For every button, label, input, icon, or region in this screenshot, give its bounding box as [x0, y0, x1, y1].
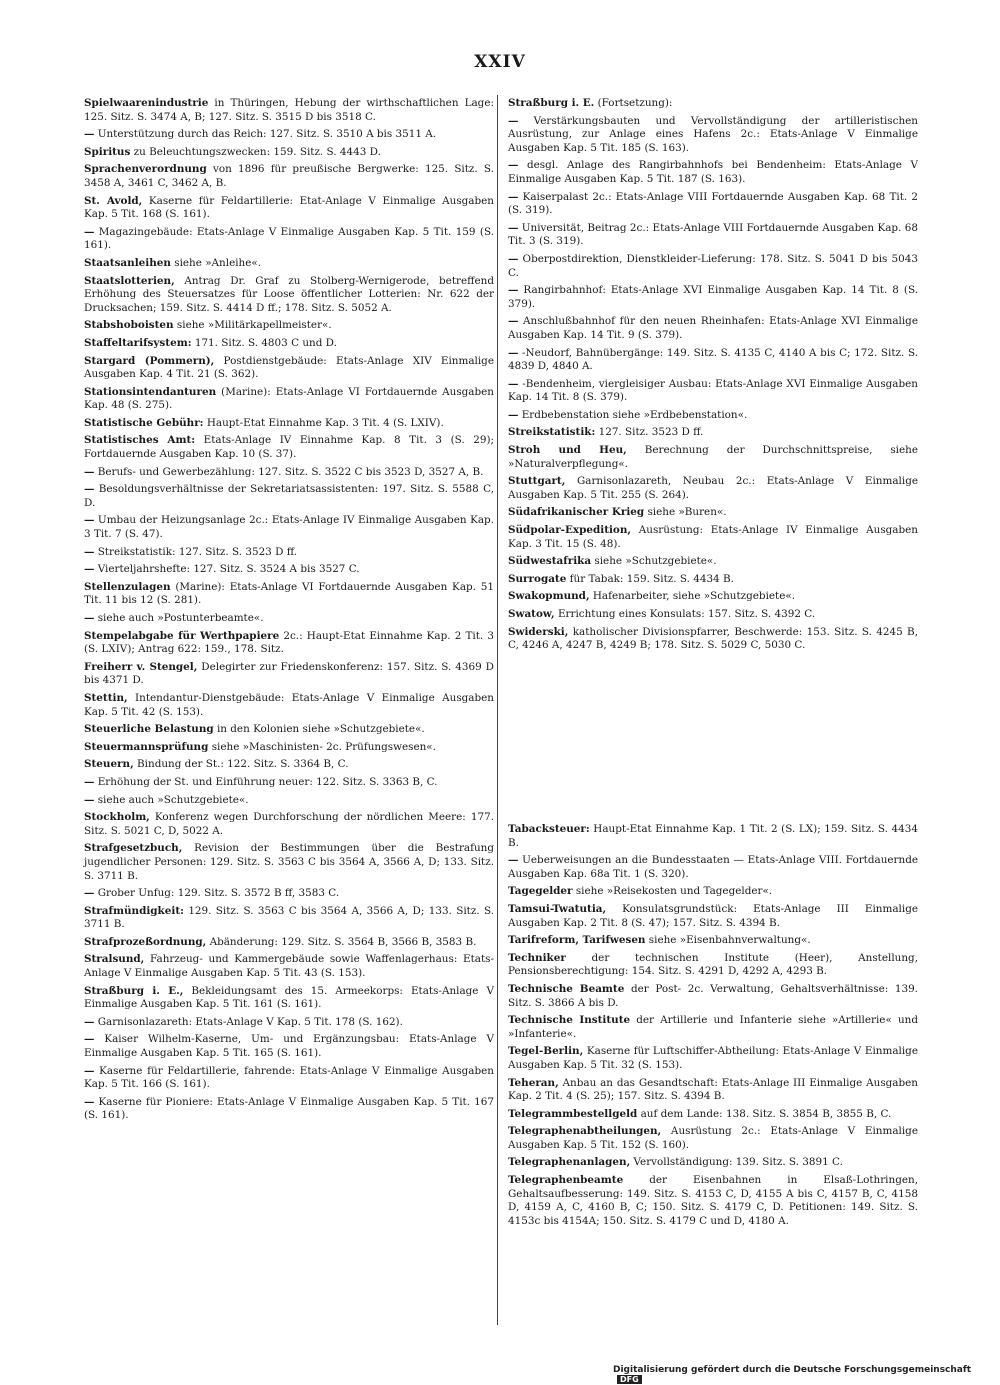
- entry-heading: —: [508, 284, 519, 297]
- index-entry: [508, 823, 918, 850]
- entry-heading: Staatsanleihen: [84, 256, 171, 269]
- index-entry: [508, 885, 918, 899]
- entry-heading: —: [508, 408, 519, 421]
- entry-heading: Freiherr v. Stengel,: [84, 660, 198, 673]
- entry-text: (Marine): Etats-Anlage VI Fortdauernde Ausgaben Kap. 48 (S. 275).: [84, 385, 494, 412]
- index-entry: [84, 257, 494, 271]
- index-entry: [508, 253, 918, 280]
- index-entry: [84, 319, 494, 333]
- entry-text: zu Beleuchtungszwecken: 159. Sitz. S. 4443 D.: [130, 145, 381, 158]
- entry-heading: Sprachenverordnung: [84, 163, 207, 176]
- right-column: [508, 97, 918, 657]
- entry-heading: —: [84, 612, 95, 624]
- entry-heading: —: [508, 190, 519, 203]
- entry-text: Kaserne für Luftschiffer-Abtheilung: Etats-Anlage V Einmalige Ausgaben Kap. 5 Tit. 32 (S. 153).: [508, 1045, 918, 1071]
- entry-text: -Neudorf, Bahnübergänge: 149. Sitz. S. 4135 C, 4140 A bis C; 172. Sitz. S. 4839 D, 4840 A.: [508, 346, 918, 373]
- entry-text: Erdbebenstation siehe »Erdbebenstation«.: [518, 408, 748, 421]
- index-entry: [508, 97, 918, 111]
- entry-text: der Artillerie und Infanterie siehe »Artillerie« und »Infanterie«.: [508, 1014, 918, 1040]
- entry-text: Etats-Anlage IV Einnahme Kap. 8 Tit. 3 (S. 29); Fortdauernde Ausgaben Kap. 10 (S. 37).: [84, 434, 494, 461]
- index-entry: [84, 337, 494, 351]
- entry-text: desgl. Anlage des Rangirbahnhofs bei Bendenheim: Etats-Anlage V Einmalige Ausgaben Kap. 5 Tit. 187 (S. 163).: [508, 159, 918, 185]
- entry-heading: —: [84, 887, 95, 900]
- footer-text: Digitalisierung gefördert durch die Deutsche Forschungsgemeinschaft: [613, 1365, 972, 1375]
- entry-heading: —: [84, 1033, 95, 1046]
- entry-heading: —: [84, 793, 95, 806]
- index-entry: [84, 355, 494, 382]
- entry-text: siehe auch »Schutzgebiete«.: [94, 793, 249, 806]
- index-entry: [84, 811, 494, 838]
- index-entry: [84, 776, 494, 790]
- entry-heading: Südwestafrika: [508, 555, 592, 568]
- right-column-t-section: [508, 823, 918, 1232]
- index-entry: [84, 842, 494, 883]
- index-entry: [84, 1065, 494, 1092]
- index-entry: [84, 723, 494, 737]
- entry-heading: —: [84, 1015, 95, 1028]
- entry-heading: —: [84, 128, 95, 141]
- entry-heading: —: [84, 545, 95, 558]
- index-entry: [508, 903, 918, 930]
- index-entry: [84, 661, 494, 688]
- entry-text: Ausrüstung 2c.: Etats-Anlage V Einmalige Ausgaben Kap. 5 Tit. 152 (S. 160).: [508, 1125, 918, 1151]
- index-entry: [508, 191, 918, 218]
- entry-text: Anschlußbahnhof für den neuen Rheinhafen: Etats-Anlage XVI Einmalige Ausgaben Kap. 14 Tit. 9 (S. 379).: [508, 315, 918, 341]
- entry-heading: Tabacksteuer:: [508, 823, 590, 835]
- entry-text: Kaserne für Feldartillerie: Etat-Anlage V Einmalige Ausgaben Kap. 5 Tit. 168 (S. 161).: [84, 194, 494, 221]
- index-entry: [84, 630, 494, 657]
- entry-heading: —: [84, 563, 95, 576]
- entry-text: Postdienstgebäude: Etats-Anlage XIV Einmalige Ausgaben Kap. 4 Tit. 21 (S. 362).: [84, 354, 494, 381]
- entry-heading: —: [508, 346, 519, 359]
- entry-heading: Stockholm,: [84, 811, 150, 824]
- entry-heading: Statistisches Amt:: [84, 434, 196, 447]
- entry-heading: —: [508, 315, 519, 328]
- index-entry: [84, 741, 494, 755]
- index-entry: [84, 514, 494, 541]
- entry-heading: Südafrikanischer Krieg: [508, 506, 645, 519]
- entry-heading: Tarifreform, Tarifwesen: [508, 934, 646, 947]
- index-entry: [84, 581, 494, 608]
- entry-text: Hafenarbeiter, siehe »Schutzgebiete«.: [589, 590, 796, 603]
- index-entry: [508, 426, 918, 440]
- entry-text: für Tabak: 159. Sitz. S. 4434 B.: [566, 572, 734, 585]
- entry-text: -Bendenheim, viergleisiger Ausbau: Etats-Anlage XVI Einmalige Ausgaben Kap. 14 Tit. 8 (S. 379).: [508, 377, 918, 404]
- index-entry: [84, 985, 494, 1012]
- entry-heading: Stroh und Heu,: [508, 444, 627, 457]
- entry-heading: —: [84, 514, 95, 527]
- entry-text: Kaiser Wilhelm-Kaserne, Um- und Ergänzungsbau: Etats-Anlage V Einmalige Ausgaben Kap. 5 Tit. 165 (S. 161).: [84, 1033, 494, 1060]
- entry-heading: Stuttgart,: [508, 475, 566, 488]
- entry-heading: Teheran,: [508, 1076, 559, 1089]
- entry-heading: Spiritus: [84, 145, 131, 158]
- entry-text: der technischen Institute (Heer), Anstellung, Pensionsberechtigung: 154. Sitz. S. 4291 D, 4292 A, 4293 B.: [508, 951, 918, 978]
- entry-heading: Straßburg i. E.,: [84, 984, 184, 997]
- entry-heading: St. Avold,: [84, 194, 143, 207]
- entry-heading: —: [84, 775, 95, 788]
- entry-text: Haupt-Etat Einnahme Kap. 3 Tit. 4 (S. LXIV).: [203, 416, 444, 429]
- entry-heading: Telegraphenabtheilungen,: [508, 1125, 662, 1138]
- index-entry: [508, 1156, 918, 1170]
- index-entry: [508, 284, 918, 311]
- index-entry: [84, 905, 494, 932]
- index-entry: [84, 1033, 494, 1060]
- entry-text: 2c.: Haupt-Etat Einnahme Kap. 2 Tit. 3 (S. LXIV); Antrag 622: 159., 178. Sitz.: [84, 629, 494, 656]
- index-entry: [84, 758, 494, 772]
- index-entry: [508, 608, 918, 622]
- entry-heading: —: [508, 159, 519, 172]
- entry-text: in den Kolonien siehe »Schutzgebiete«.: [213, 723, 425, 736]
- index-entry: [84, 146, 494, 160]
- entry-text: in Thüringen, Hebung der wirthschaftlichen Lage: 125. Sitz. S. 3474 A, B; 127. Sitz. S. 3515 D bis 3518 C.: [84, 97, 494, 123]
- entry-text: (Marine): Etats-Anlage VI Fortdauernde Ausgaben Kap. 51 Tit. 11 bis 12 (S. 281).: [84, 580, 494, 607]
- index-entry: [84, 128, 494, 142]
- entry-heading: Technische Institute: [508, 1014, 631, 1027]
- entry-text: Berufs- und Gewerbezählung: 127. Sitz. S. 3522 C bis 3523 D, 3527 A, B.: [94, 465, 484, 478]
- entry-text: Ueberweisungen an die Bundesstaaten — Etats-Anlage VIII. Fortdauernde Ausgaben Kap. 68a Tit. 1 (S. 320).: [508, 854, 918, 880]
- entry-text: Umbau der Heizungsanlage 2c.: Etats-Anlage IV Einmalige Ausgaben Kap. 3 Tit. 7 (S. 47).: [84, 514, 494, 541]
- entry-text: (Fortsetzung):: [594, 97, 673, 109]
- entry-text: Konsulatsgrundstück: Etats-Anlage III Einmalige Ausgaben Kap. 2 Tit. 8 (S. 47); 157. Sitz. S. 4394 B.: [508, 902, 918, 929]
- entry-text: Konferenz wegen Durchforschung der nördlichen Meere: 177. Sitz. S. 5021 C, D, 5022 A.: [84, 811, 494, 837]
- entry-text: Ausrüstung: Etats-Anlage IV Einmalige Ausgaben Kap. 3 Tit. 15 (S. 48).: [508, 524, 918, 550]
- entry-text: von 1896 für preußische Bergwerke: 125. Sitz. S. 3458 A, 3461 C, 3462 A, B.: [84, 163, 494, 189]
- entry-text: siehe »Maschinisten- 2c. Prüfungswesen«.: [208, 740, 436, 753]
- entry-text: Oberpostdirektion, Dienstkleider-Lieferung: 178. Sitz. S. 5041 D bis 5043 C.: [508, 252, 918, 279]
- entry-text: katholischer Divisionspfarrer, Beschwerde: 153. Sitz. S. 4245 B, C, 4246 A, 4247 B, 4249 B; 178. Sitz. S. 5029 C, 5030 C.: [508, 625, 918, 652]
- entry-heading: —: [508, 221, 519, 234]
- entry-heading: Telegraphenanlagen,: [508, 1156, 631, 1169]
- entry-text: Magazingebäude: Etats-Anlage V Einmalige Ausgaben Kap. 5 Tit. 159 (S. 161).: [84, 225, 494, 252]
- entry-text: Errichtung eines Konsulats: 157. Sitz. S. 4392 C.: [554, 608, 816, 620]
- entry-heading: Stralsund,: [84, 953, 145, 966]
- entry-text: Bindung der St.: 122. Sitz. S. 3364 B, C.: [133, 758, 349, 771]
- page-number: XXIV: [474, 52, 526, 72]
- entry-heading: Staatslotterien,: [84, 274, 175, 287]
- entry-heading: —: [84, 1095, 95, 1108]
- entry-text: Berechnung der Durchschnittspreise, siehe »Naturalverpflegung«.: [508, 444, 918, 470]
- index-entry: [84, 692, 494, 719]
- entry-heading: Telegraphenbeamte: [508, 1174, 624, 1187]
- entry-text: Haupt-Etat Einnahme Kap. 1 Tit. 2 (S. LX); 159. Sitz. S. 4434 B.: [508, 823, 918, 849]
- entry-heading: —: [508, 114, 519, 127]
- entry-heading: —: [84, 1064, 95, 1077]
- index-entry: [508, 626, 918, 653]
- index-entry: [508, 378, 918, 405]
- index-entry: [508, 983, 918, 1010]
- index-entry: [508, 573, 918, 587]
- entry-text: Garnisonlazareth: Etats-Anlage V Kap. 5 Tit. 178 (S. 162).: [94, 1015, 403, 1028]
- index-entry: [508, 952, 918, 979]
- index-entry: [508, 444, 918, 471]
- entry-heading: Tegel-Berlin,: [508, 1045, 584, 1058]
- entry-text: Kaserne für Feldartillerie, fahrende: Etats-Anlage V Einmalige Ausgaben Kap. 5 Tit. 166 (S. 161).: [84, 1064, 494, 1091]
- index-entry: [508, 1045, 918, 1072]
- index-entry: [508, 524, 918, 551]
- entry-heading: Stabshoboisten: [84, 319, 174, 332]
- entry-text: Vervollständigung: 139. Sitz. S. 3891 C.: [630, 1156, 843, 1169]
- entry-heading: Swatow,: [508, 608, 555, 620]
- index-entry: [508, 1014, 918, 1041]
- index-entry: [84, 195, 494, 222]
- index-entry: [508, 934, 918, 948]
- index-entry: [84, 936, 494, 950]
- column-divider: [497, 95, 498, 1325]
- entry-text: Garnisonlazareth, Neubau 2c.: Etats-Anlage V Einmalige Ausgaben Kap. 5 Tit. 255 (S. 264).: [508, 475, 918, 501]
- entry-text: der Post- 2c. Verwaltung, Gehaltsverhältnisse: 139. Sitz. S. 3866 A bis D.: [508, 982, 918, 1009]
- entry-text: auf dem Lande: 138. Sitz. S. 3854 B, 3855 B, C.: [637, 1107, 892, 1120]
- index-entry: [84, 794, 494, 808]
- entry-heading: —: [508, 252, 519, 265]
- entry-text: Kaiserpalast 2c.: Etats-Anlage VIII Fortdauernde Ausgaben Kap. 68 Tit. 2 (S. 319).: [508, 190, 918, 217]
- entry-heading: Telegrammbestellgeld: [508, 1107, 638, 1120]
- entry-heading: Techniker: [508, 951, 566, 964]
- entry-heading: Stargard (Pommern),: [84, 354, 215, 367]
- entry-text: Kaserne für Pioniere: Etats-Anlage V Einmalige Ausgaben Kap. 5 Tit. 167 (S. 161).: [84, 1095, 494, 1122]
- entry-text: siehe auch »Postunterbeamte«.: [94, 612, 264, 624]
- entry-heading: —: [508, 854, 519, 867]
- entry-heading: Statistische Gebühr:: [84, 416, 204, 429]
- index-entry: [508, 1077, 918, 1104]
- entry-heading: —: [508, 377, 519, 390]
- index-entry: [84, 612, 494, 626]
- index-entry: [508, 1125, 918, 1152]
- index-entry: [84, 163, 494, 190]
- index-entry: [508, 475, 918, 502]
- entry-text: Anbau an das Gesandtschaft: Etats-Anlage III Einmalige Ausgaben Kap. 2 Tit. 4 (S. 25); 157. Sitz. S. 4394 B.: [508, 1076, 918, 1103]
- entry-heading: Staffeltarifsystem:: [84, 336, 192, 349]
- entry-heading: Steuern,: [84, 758, 134, 771]
- entry-heading: Stellenzulagen: [84, 580, 171, 593]
- index-entry: [508, 347, 918, 374]
- entry-text: siehe »Eisenbahnverwaltung«.: [645, 934, 811, 947]
- entry-text: Delegirter zur Friedenskonferenz: 157. Sitz. S. 4369 D bis 4371 D.: [84, 660, 494, 687]
- entry-text: 171. Sitz. S. 4803 C und D.: [191, 336, 337, 349]
- entry-heading: Stationsintendanturen: [84, 385, 217, 398]
- entry-heading: —: [84, 465, 95, 478]
- entry-heading: Südpolar-Expedition,: [508, 524, 632, 537]
- entry-heading: Steuerliche Belastung: [84, 723, 214, 736]
- index-entry: [84, 953, 494, 980]
- index-entry: [84, 1016, 494, 1030]
- entry-heading: —: [84, 225, 95, 238]
- entry-text: Universität, Beitrag 2c.: Etats-Anlage VIII Fortdauernde Ausgaben Kap. 68 Tit. 3 (S. 319).: [508, 221, 918, 248]
- index-entry: [508, 1174, 918, 1228]
- index-entry: [84, 466, 494, 480]
- entry-text: Unterstützung durch das Reich: 127. Sitz. S. 3510 A bis 3511 A.: [94, 128, 437, 141]
- entry-text: 129. Sitz. S. 3563 C bis 3564 A, 3566 A, D; 133. Sitz. S. 3711 B.: [84, 904, 494, 931]
- entry-text: Rangirbahnhof: Etats-Anlage XVI Einmalige Ausgaben Kap. 14 Tit. 8 (S. 379).: [508, 284, 918, 310]
- entry-text: Abänderung: 129. Sitz. S. 3564 B, 3566 B, 3583 B.: [206, 935, 477, 948]
- index-entry: [508, 315, 918, 342]
- entry-heading: Strafmündigkeit:: [84, 904, 184, 917]
- index-entry: [84, 97, 494, 124]
- left-column: [84, 97, 494, 1127]
- index-entry: [84, 563, 494, 577]
- entry-text: Antrag Dr. Graf zu Stolberg-Wernigerode, betreffend Erhöhung des Steuersatzes für Loose öffentlicher Lotterien: Nr. 622 der Drucksachen; 159. Sitz. S. 4414 D ff.; 178. Sitz. S. 5052 A.: [84, 274, 494, 314]
- entry-text: Bekleidungsamt des 15. Armeekorps: Etats-Anlage V Einmalige Ausgaben Kap. 5 Tit. 161 (S. 161).: [84, 984, 494, 1011]
- entry-text: 127. Sitz. 3523 D ff.: [595, 426, 704, 439]
- index-entry: [508, 159, 918, 186]
- entry-text: Erhöhung der St. und Einführung neuer: 122. Sitz. S. 3363 B, C.: [94, 775, 438, 788]
- index-entry: [508, 409, 918, 423]
- entry-heading: Swakopmund,: [508, 590, 590, 603]
- index-entry: [508, 506, 918, 520]
- index-entry: [508, 222, 918, 249]
- entry-text: Intendantur-Dienstgebäude: Etats-Anlage V Einmalige Ausgaben Kap. 5 Tit. 42 (S. 153).: [84, 691, 494, 718]
- index-entry: [508, 555, 918, 569]
- entry-heading: Strafgesetzbuch,: [84, 842, 183, 855]
- index-entry: [84, 275, 494, 316]
- entry-heading: Steuermannsprüfung: [84, 740, 209, 753]
- entry-heading: —: [84, 483, 95, 496]
- index-entry: [84, 386, 494, 413]
- entry-heading: Stettin,: [84, 691, 128, 704]
- entry-heading: Tagegelder: [508, 885, 573, 898]
- entry-heading: Technische Beamte: [508, 982, 625, 995]
- index-entry: [84, 1096, 494, 1123]
- index-entry: [84, 226, 494, 253]
- entry-heading: Surrogate: [508, 572, 567, 585]
- entry-heading: Spielwaarenindustrie: [84, 97, 209, 109]
- entry-heading: Straßburg i. E.: [508, 97, 595, 109]
- entry-heading: Swiderski,: [508, 625, 569, 638]
- entry-heading: Strafprozeßordnung,: [84, 935, 207, 948]
- footer-credit: [613, 1365, 1000, 1385]
- entry-text: Streikstatistik: 127. Sitz. S. 3523 D ff.: [94, 545, 298, 558]
- entry-text: siehe »Schutzgebiete«.: [591, 555, 717, 568]
- entry-text: der Eisenbahnen in Elsaß-Lothringen, Gehaltsaufbesserung: 149. Sitz. S. 4153 C, D, 4155 A bis C, 4157 B, C, 4158 D, 4159 A, C, 4160 B, C; 150. Sitz. S. 4179 C, D. Petitionen: 149. Sitz. S. 4153c bis 4154A; 150. Sitz. S. 4179 C und D, 4180 A.: [508, 1174, 918, 1227]
- index-entry: [84, 887, 494, 901]
- entry-heading: Streikstatistik:: [508, 426, 596, 439]
- dfg-logo: DFG: [617, 1375, 642, 1384]
- entry-text: Besoldungsverhältnisse der Sekretariatsassistenten: 197. Sitz. S. 5588 C, D.: [84, 483, 494, 509]
- entry-text: Grober Unfug: 129. Sitz. S. 3572 B ff, 3583 C.: [94, 887, 340, 900]
- entry-text: siehe »Anleihe«.: [170, 256, 262, 269]
- entry-heading: Tamsui-Twatutia,: [508, 902, 607, 915]
- entry-text: Revision der Bestimmungen über die Bestrafung jugendlicher Personen: 129. Sitz. S. 3563 C bis 3564 A, 3566 A, D; 133. Sitz. S. 3711 B.: [84, 842, 494, 882]
- index-entry: [84, 483, 494, 510]
- entry-text: siehe »Militärkapellmeister«.: [173, 319, 332, 332]
- index-entry: [84, 434, 494, 461]
- entry-text: siehe »Reisekosten und Tagegelder«.: [572, 885, 773, 898]
- index-entry: [508, 590, 918, 604]
- index-entry: [508, 115, 918, 156]
- entry-text: Verstärkungsbauten und Vervollständigung der artilleristischen Ausrüstung, zur Anlage eines Hafens 2c.: Etats-Anlage V Einmalige Ausgaben Kap. 5 Tit. 185 (S. 163).: [508, 114, 918, 154]
- index-entry: [84, 417, 494, 431]
- entry-text: Vierteljahrshefte: 127. Sitz. S. 3524 A bis 3527 C.: [94, 563, 360, 576]
- index-entry: [508, 854, 918, 881]
- entry-text: Fahrzeug- und Kammergebäude sowie Waffenlagerhaus: Etats-Anlage V Einmalige Ausgaben Kap. 5 Tit. 43 (S. 153).: [84, 953, 494, 980]
- index-entry: [84, 546, 494, 560]
- index-entry: [508, 1108, 918, 1122]
- entry-text: siehe »Buren«.: [644, 506, 727, 519]
- entry-heading: Stempelabgabe für Werthpapiere: [84, 629, 280, 642]
